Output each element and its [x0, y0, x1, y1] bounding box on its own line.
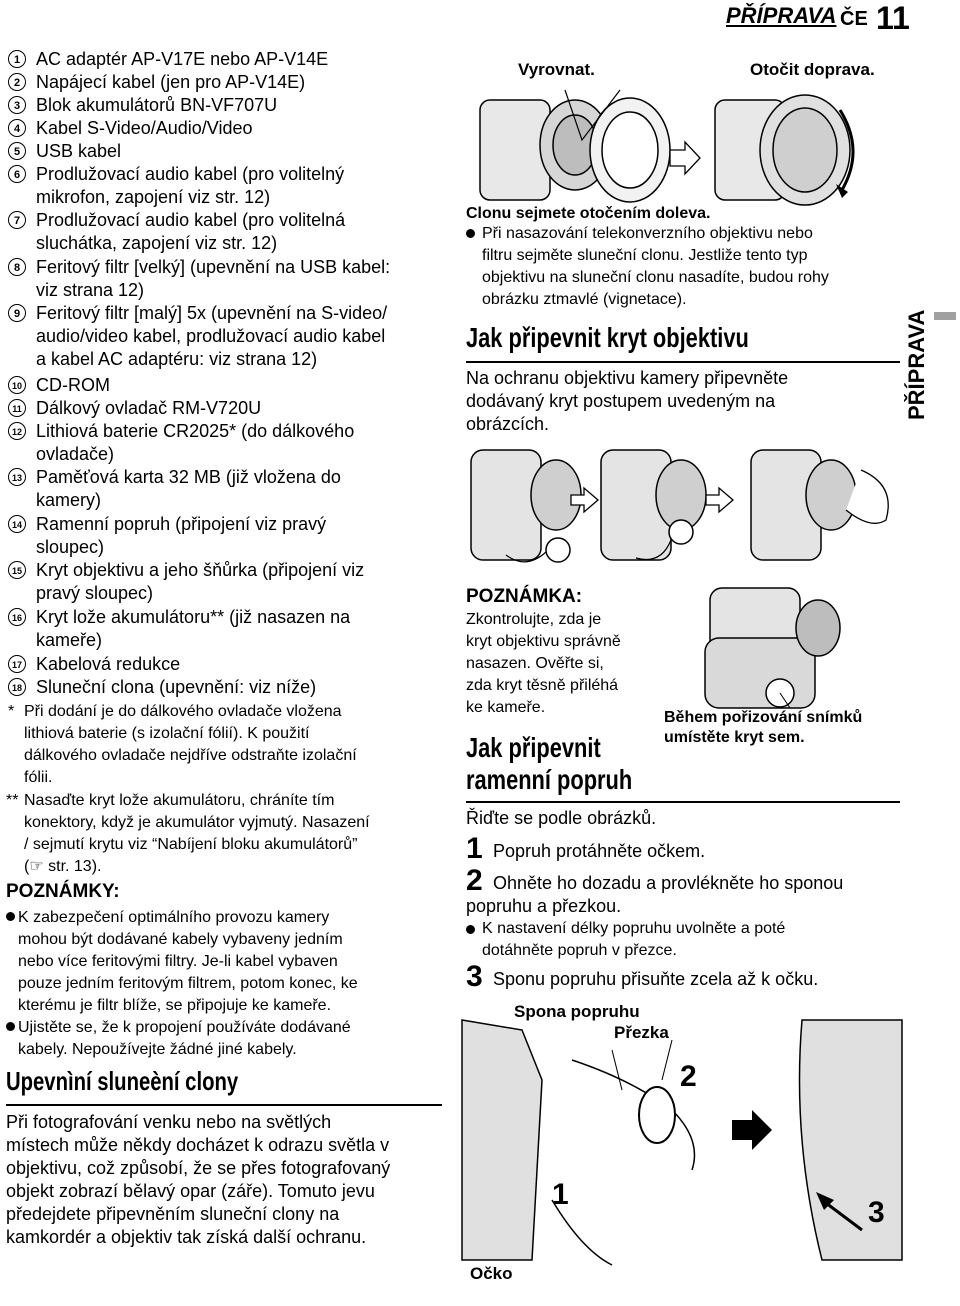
accessory-number-icon: 2 — [8, 73, 26, 91]
footnote-dstar-2: konektory, když je akumulátor vyjmutý. Nasazení — [24, 814, 370, 831]
accessory-number-icon: 12 — [8, 422, 26, 440]
accessory-number-icon: 5 — [8, 142, 26, 160]
accessory-item-text: Paměťová karta 32 MB (již vložena do — [36, 467, 341, 487]
accessory-number-icon: 18 — [8, 678, 26, 696]
accessory-item-text: kamery) — [36, 490, 102, 510]
accessory-item-text: sluchátka, zapojení viz str. 12) — [36, 233, 278, 253]
notes-1-line-5: kterému je filtr blíže, se připojuje ke kameře. — [18, 997, 332, 1014]
accessory-number-icon: 9 — [8, 304, 26, 322]
strap-intro: Řiďte se podle obrázků. — [466, 808, 657, 828]
lens-cap-line-2: dodávaný kryt postupem uvedeným na — [466, 391, 776, 411]
label-n3: 3 — [868, 1196, 885, 1229]
lens-cap-illustration — [466, 440, 906, 580]
sunshade-rule — [6, 1104, 442, 1106]
footnote-dstar-4: (☞ str. 13). — [24, 858, 102, 875]
step2-bullet-line-2: dotáhněte popruh v přezce. — [482, 942, 677, 959]
footnote-star-1: Při dodání je do dálkového ovladače vložena — [24, 703, 342, 720]
accessory-item-text: Blok akumulátorů BN-VF707U — [36, 95, 278, 115]
remove-title: Clonu sejmete otočením doleva. — [466, 205, 711, 222]
accessory-item-text: viz strana 12) — [36, 280, 145, 300]
step1-number: 1 — [466, 832, 483, 865]
label-n2: 2 — [680, 1060, 697, 1093]
page-number: 11 — [876, 0, 910, 36]
accessory-number-icon: 3 — [8, 96, 26, 114]
accessory-item-text: mikrofon, zapojení viz str. 12) — [36, 187, 271, 207]
camera-cap-stowed-illustration — [690, 578, 860, 718]
footnote-dstar-mark: ** — [6, 792, 19, 809]
during-label-1: Během pořizování snímků — [664, 709, 863, 726]
accessory-item-text: USB kabel — [36, 141, 122, 161]
sunshade-heading: Upevnìní sluneèní clony — [6, 1066, 239, 1096]
side-tab-label: PŘÍPRAVA — [904, 309, 929, 420]
accessory-number-icon: 1 — [8, 50, 26, 68]
accessory-item-text: sloupec) — [36, 537, 105, 557]
during-label-2: umístěte kryt sem. — [664, 729, 805, 746]
label-spona: Spona popruhu — [514, 1002, 640, 1021]
notes-2-line-1: Ujistěte se, že k propojení používáte dodávané — [18, 1019, 351, 1036]
fig1-label-right: Otočit doprava. — [750, 60, 875, 79]
note-line-4: zda kryt těsně přiléhá — [466, 677, 619, 694]
notes-1-line-4: pouze jedním feritovým filtrem, potom konec, ke — [18, 975, 358, 992]
step2-bullet — [466, 925, 475, 934]
step1-text: Popruh protáhněte očkem. — [493, 841, 706, 861]
note-line-1: Zkontrolujte, zda je — [466, 611, 602, 628]
accessory-number-icon: 4 — [8, 119, 26, 137]
accessory-item-text: Kryt lože akumulátoru** (již nasazen na — [36, 607, 351, 627]
side-tab — [904, 310, 930, 420]
footnote-dstar-1: Nasaďte kryt lože akumulátoru, chráníte tím — [24, 792, 335, 809]
sunshade-line-5: předejdete připevněním sluneční clony na — [6, 1204, 340, 1224]
notes-title: POZNÁMKY: — [6, 881, 120, 902]
label-prezka: Přezka — [614, 1023, 669, 1042]
strap-heading-1: Jak připevnit — [466, 732, 601, 763]
accessory-item-text: Prodlužovací audio kabel (pro volitelná — [36, 210, 346, 230]
remove-line-1: Při nasazování telekonverzního objektivu nebo — [482, 225, 813, 242]
strap-rule — [466, 801, 900, 803]
remove-bullet — [466, 229, 475, 238]
notes-bullet-1 — [6, 912, 15, 921]
notes-1-line-1: K zabezpečení optimálního provozu kamery — [18, 909, 330, 926]
header-section: PŘÍPRAVA — [726, 3, 837, 28]
sunshade-line-6: kamkordér a objektiv tak získá další ochranu. — [6, 1227, 367, 1247]
notes-1-line-2: mohou být dodávané kabely vybaveny jedním — [18, 931, 343, 948]
sunshade-line-2: místech může někdy docházet k odrazu světla v — [6, 1135, 390, 1155]
sunshade-line-1: Při fotografování venku nebo na světlých — [6, 1112, 332, 1132]
lens-cap-line-1: Na ochranu objektivu kamery připevněte — [466, 368, 789, 388]
step3-number: 3 — [466, 960, 483, 993]
sunshade-line-3: objektivu, což způsobí, že se přes fotografovaný — [6, 1158, 391, 1178]
fig1-label-left: Vyrovnat. — [518, 60, 595, 79]
accessory-number-icon: 15 — [8, 561, 26, 579]
accessory-item-text: Feritový filtr [malý] 5x (upevnění na S-video/ — [36, 303, 388, 323]
footnote-star-mark: * — [8, 703, 15, 720]
accessory-item-text: a kabel AC adaptéru: viz strana 12) — [36, 349, 318, 369]
accessory-number-icon: 6 — [8, 165, 26, 183]
accessory-item-text: Sluneční clona (upevnění: viz níže) — [36, 677, 317, 697]
footnote-dstar-3: / sejmutí krytu viz “Nabíjení bloku akumulátorů” — [24, 836, 358, 853]
step2-line-1: Ohněte ho dozadu a provlékněte ho sponou — [493, 873, 844, 893]
accessory-item-text: CD-ROM — [36, 375, 110, 395]
step2-bullet-line-1: K nastavení délky popruhu uvolněte a poté — [482, 920, 786, 937]
accessory-item-text: ovladače) — [36, 444, 115, 464]
accessory-number-icon: 11 — [8, 399, 26, 417]
accessory-item-text: Feritový filtr [velký] (upevnění na USB kabel: — [36, 257, 391, 277]
accessory-item-text: pravý sloupec) — [36, 583, 154, 603]
accessory-item-text: Dálkový ovladač RM-V720U — [36, 398, 262, 418]
footnote-star-3: dálkového ovladače nejdříve odstraňte izolační — [24, 747, 357, 764]
lens-cap-heading: Jak připevnit kryt objektivu — [466, 322, 749, 353]
accessory-item-text: Ramenní popruh (připojení viz pravý — [36, 514, 327, 534]
accessory-number-icon: 10 — [8, 376, 26, 394]
note-line-5: ke kameře. — [466, 699, 546, 716]
accessory-number-icon: 16 — [8, 608, 26, 626]
footnote-star-2: lithiová baterie (s izolační fólií). K použití — [24, 725, 310, 742]
accessory-item-text: AC adaptér AP-V17E nebo AP-V14E — [36, 49, 329, 69]
accessory-item-text: Lithiová baterie CR2025* (do dálkového — [36, 421, 355, 441]
accessory-number-icon: 17 — [8, 655, 26, 673]
sunshade-line-4: objekt zobrazí bělavý opar (záře). Tomuto jevu — [6, 1181, 375, 1201]
accessory-item-text: Kabel S-Video/Audio/Video — [36, 118, 253, 138]
notes-2-line-2: kabely. Nepoužívejte žádné jiné kabely. — [18, 1041, 297, 1058]
note-line-2: kryt objektivu správně — [466, 633, 621, 650]
notes-1-line-3: nebo více feritovými filtry. Je-li kabel vybaven — [18, 953, 338, 970]
accessory-number-icon: 13 — [8, 468, 26, 486]
step3-text: Sponu popruhu přisuňte zcela až k očku. — [493, 969, 819, 989]
remove-line-3: objektivu na sluneční clonu nasadíte, budou rohy — [482, 269, 829, 286]
side-tab-bar — [934, 312, 956, 320]
strap-illustration — [462, 1020, 902, 1270]
note-line-3: nasazen. Ověřte si, — [466, 655, 604, 672]
lens-cap-rule — [466, 361, 900, 363]
strap-heading-2: ramenní popruh — [466, 764, 633, 795]
step2-number: 2 — [466, 864, 483, 897]
label-n1: 1 — [552, 1178, 569, 1211]
accessory-item-text: kameře) — [36, 630, 103, 650]
note-title: POZNÁMKA: — [466, 586, 583, 607]
accessory-number-icon: 7 — [8, 211, 26, 229]
label-ocko: Očko — [470, 1264, 513, 1283]
notes-bullet-2 — [6, 1022, 15, 1031]
header-lang: ČE — [840, 8, 868, 30]
accessory-number-icon: 14 — [8, 515, 26, 533]
accessory-item-text: Prodlužovací audio kabel (pro volitelný — [36, 164, 345, 184]
lens-cap-line-3: obrázcích. — [466, 414, 550, 434]
accessory-item-text: Napájecí kabel (jen pro AP-V14E) — [36, 72, 306, 92]
accessory-number-icon: 8 — [8, 258, 26, 276]
accessory-item-text: audio/video kabel, prodlužovací audio kabel — [36, 326, 386, 346]
accessory-item-text: Kryt objektivu a jeho šňůrka (připojení viz — [36, 560, 365, 580]
footnote-star-4: fólii. — [24, 769, 53, 786]
step2-line-2: popruhu a přezkou. — [466, 896, 622, 916]
accessory-item-text: Kabelová redukce — [36, 654, 181, 674]
remove-line-4: obrázku ztmavlé (vignetace). — [482, 291, 687, 308]
remove-line-2: filtru sejměte sluneční clonu. Jestliže tento typ — [482, 247, 808, 264]
sunshade-illustration — [470, 80, 900, 205]
